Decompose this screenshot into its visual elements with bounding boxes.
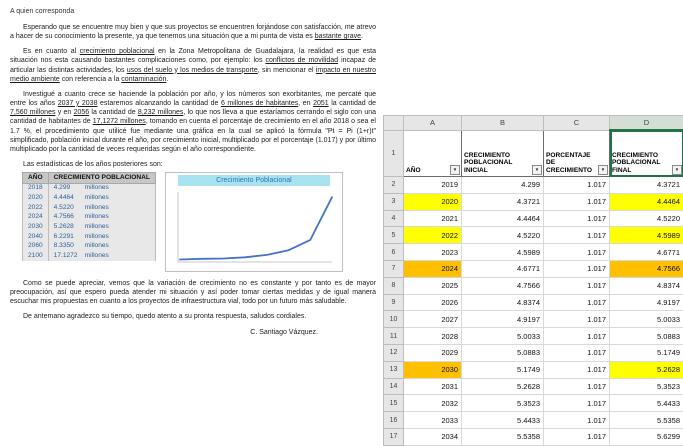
doc-year-cell: 2024 — [23, 213, 49, 223]
cell-a1-ano-header[interactable] — [404, 130, 462, 177]
sheet-row — [384, 412, 683, 429]
doc-year-cell: 2030 — [23, 222, 49, 232]
row-header-11[interactable]: 11 — [384, 328, 404, 345]
sheet-row — [384, 344, 683, 361]
doc-table-row — [23, 193, 156, 203]
row-header-15[interactable]: 15 — [384, 395, 404, 412]
doc-table-row — [23, 213, 156, 223]
filter-dropdown-icon[interactable]: ▼ — [532, 165, 542, 175]
cell-pct-2033[interactable]: 1.017 — [544, 412, 610, 429]
cell-year-2021[interactable]: 2021 — [404, 210, 462, 227]
cell-pct-2031[interactable]: 1.017 — [544, 378, 610, 395]
doc-year-cell: 2100 — [23, 252, 49, 262]
cell-inicial-2020[interactable]: 4.3721 — [462, 193, 544, 210]
row-header-1[interactable]: 1 — [384, 130, 404, 177]
cell-final-2026[interactable]: 4.9197 — [610, 294, 683, 311]
cell-pct-2020[interactable]: 1.017 — [544, 193, 610, 210]
doc-table-row — [23, 222, 156, 232]
cell-inicial-2025[interactable]: 4.7566 — [462, 277, 544, 294]
cell-year-2033[interactable]: 2033 — [404, 412, 462, 429]
sheet-row — [384, 361, 683, 378]
filter-dropdown-icon[interactable]: ▼ — [450, 165, 460, 175]
header-label-final: CRECIMIENTO POBLACIONAL FINAL — [612, 152, 660, 174]
cell-pct-2028[interactable]: 1.017 — [544, 328, 610, 345]
doc-table-row — [23, 242, 156, 252]
row-header-2[interactable]: 2 — [384, 177, 404, 194]
cell-year-2029[interactable]: 2029 — [404, 344, 462, 361]
spreadsheet — [383, 115, 683, 446]
cell-year-2031[interactable]: 2031 — [404, 378, 462, 395]
chart-line-series — [180, 197, 332, 259]
row-header-8[interactable]: 8 — [384, 277, 404, 294]
select-all-corner[interactable] — [384, 116, 404, 131]
cell-final-2021[interactable]: 4.5220 — [610, 210, 683, 227]
doc-table-row — [23, 183, 156, 193]
cell-year-2034[interactable]: 2034 — [404, 428, 462, 445]
cell-pct-2027[interactable]: 1.017 — [544, 311, 610, 328]
cell-c1-porcentaje-header[interactable] — [544, 130, 610, 177]
cell-pct-2034[interactable]: 1.017 — [544, 428, 610, 445]
header-label-ano: AÑO — [406, 167, 421, 174]
doc-stats-table — [22, 172, 156, 261]
doc-table-row — [23, 203, 156, 213]
line-chart-canvas — [168, 188, 338, 268]
population-chart — [165, 172, 343, 272]
cell-year-2030[interactable]: 2030 — [404, 361, 462, 378]
cell-final-2024[interactable]: 4.7566 — [610, 260, 683, 277]
cell-pct-2030[interactable]: 1.017 — [544, 361, 610, 378]
cell-pct-2021[interactable]: 1.017 — [544, 210, 610, 227]
cell-inicial-2026[interactable]: 4.8374 — [462, 294, 544, 311]
cell-final-2030[interactable]: 5.2628 — [610, 361, 683, 378]
sheet-row — [384, 428, 683, 445]
doc-year-cell: 2018 — [23, 183, 49, 193]
row-header-12[interactable]: 12 — [384, 344, 404, 361]
row-header-16[interactable]: 16 — [384, 412, 404, 429]
cell-final-2019[interactable]: 4.3721 — [610, 177, 683, 194]
sheet-row — [384, 244, 683, 261]
cell-inicial-2032[interactable]: 5.3523 — [462, 395, 544, 412]
cell-pct-2032[interactable]: 1.017 — [544, 395, 610, 412]
sheet-row — [384, 294, 683, 311]
cell-pct-2025[interactable]: 1.017 — [544, 277, 610, 294]
cell-pct-2029[interactable]: 1.017 — [544, 344, 610, 361]
cell-inicial-2023[interactable]: 4.5989 — [462, 244, 544, 261]
cell-inicial-2022[interactable]: 4.5220 — [462, 227, 544, 244]
cell-b1-inicial-header[interactable] — [462, 130, 544, 177]
column-header-c[interactable]: C — [544, 116, 610, 131]
sheet-row — [384, 311, 683, 328]
column-header-d[interactable]: D — [610, 116, 683, 131]
doc-table-header-row — [23, 173, 156, 184]
sheet-row — [384, 328, 683, 345]
row-header-10[interactable]: 10 — [384, 311, 404, 328]
doc-table-row — [23, 252, 156, 262]
sheet-row — [384, 210, 683, 227]
cell-final-2029[interactable]: 5.1749 — [610, 344, 683, 361]
spreadsheet-grid — [383, 115, 683, 446]
cell-year-2025[interactable]: 2025 — [404, 277, 462, 294]
cell-pct-2022[interactable]: 1.017 — [544, 227, 610, 244]
doc-year-cell: 2040 — [23, 232, 49, 242]
cell-year-2032[interactable]: 2032 — [404, 395, 462, 412]
cell-d1-final-header[interactable] — [610, 130, 683, 177]
cell-pct-2019[interactable]: 1.017 — [544, 177, 610, 194]
row-header-4[interactable]: 4 — [384, 210, 404, 227]
sheet-row — [384, 395, 683, 412]
cell-final-2031[interactable]: 5.3523 — [610, 378, 683, 395]
doc-table-body — [23, 183, 156, 261]
sheet-row — [384, 378, 683, 395]
doc-value-cell: 6.2291 millones — [48, 232, 155, 242]
doc-table-row — [23, 232, 156, 242]
cell-inicial-2033[interactable]: 5.4433 — [462, 412, 544, 429]
cell-inicial-2021[interactable]: 4.4464 — [462, 210, 544, 227]
row-header-6[interactable]: 6 — [384, 244, 404, 261]
letter-paragraph-2: Es en cuanto al crecimiento poblacional en la Zona Metropolitana de Guadalajara, la realidad es que esta situación nos esta causando bastantes complicaciones como, por ejemplo: los conflictos de movilidad incapaz de articular las distintas actividades, los usos del suelo y los medios de transporte, sin mencionar el impacto en nuestro medio ambiente con referencia a la contaminación. — [10, 47, 376, 84]
cell-inicial-2031[interactable]: 5.2628 — [462, 378, 544, 395]
sheet-row — [384, 277, 683, 294]
sheet-row — [384, 260, 683, 277]
row-header-9[interactable]: 9 — [384, 294, 404, 311]
doc-value-cell: 4.299 millones — [48, 183, 155, 193]
sheet-header-row — [384, 130, 683, 177]
sheet-row — [384, 193, 683, 210]
sheet-row — [384, 177, 683, 194]
cell-final-2027[interactable]: 5.0033 — [610, 311, 683, 328]
stats-intro-line: Las estadísticas de los años posteriores son: — [10, 160, 376, 169]
doc-value-cell: 4.7566 millones — [48, 213, 155, 223]
doc-value-cell: 5.2628 millones — [48, 222, 155, 232]
sheet-row — [384, 227, 683, 244]
row-header-13[interactable]: 13 — [384, 361, 404, 378]
doc-year-cell: 2060 — [23, 242, 49, 252]
cell-year-2027[interactable]: 2027 — [404, 311, 462, 328]
signature: C. Santiago Vázquez. — [10, 328, 376, 337]
chart-title: Crecimiento Poblacional — [178, 175, 330, 186]
cell-final-2020[interactable]: 4.4464 — [610, 193, 683, 210]
cell-inicial-2024[interactable]: 4.6771 — [462, 260, 544, 277]
doc-year-cell: 2020 — [23, 193, 49, 203]
sheet-body — [384, 177, 683, 446]
doc-value-cell: 17.1272 millones — [48, 252, 155, 262]
cell-inicial-2030[interactable]: 5.1749 — [462, 361, 544, 378]
row-header-3[interactable]: 3 — [384, 193, 404, 210]
column-header-b[interactable]: B — [462, 116, 544, 131]
cell-final-2034[interactable]: 5.6299 — [610, 428, 683, 445]
cell-final-2025[interactable]: 4.8374 — [610, 277, 683, 294]
doc-col-year: AÑO — [23, 173, 49, 184]
cell-year-2022[interactable]: 2022 — [404, 227, 462, 244]
letter-paragraph-3: Investigué a cuanto crece se haciende la población por año, y los números son exorbitantes, me percaté que entre los años 2037 y 2038 estaremos alcanzando la cantidad de 6 millones de habitantes, en 2051 la cantidad de 7,560 millones y en 2056 la cantidad de 8,232 millones, lo que nos lleva a que estaríamos cerrando el siglo con una cantidad de habitantes de 17,1272 millones, tomando en cuenta el porcentaje de crecimiento en el año 2018 o sea el 1.7 %, el procedimiento que utilicé fue mediante una gráfica en la cual se aplicó la fórmula "Pt = Pi (1+r)t" simplificado, población inicial durante el año, por crecimiento inicial, multiplicado por el porcentaje (1.017) y por último multiplicado por la cantidad de veces requeridas según el año correspondiente. — [10, 90, 376, 155]
cell-inicial-2029[interactable]: 5.0883 — [462, 344, 544, 361]
filter-dropdown-icon[interactable]: ▼ — [672, 165, 682, 175]
cell-pct-2023[interactable]: 1.017 — [544, 244, 610, 261]
header-label-inicial: CRECIMIENTO POBLACIONAL INICIAL — [464, 152, 512, 174]
row-header-17[interactable]: 17 — [384, 428, 404, 445]
cell-year-2020[interactable]: 2020 — [404, 193, 462, 210]
letter-document — [10, 7, 376, 343]
doc-value-cell: 4.5220 millones — [48, 203, 155, 213]
letter-paragraph-5: De antemano agradezco su tiempo, quedo atento a su pronta respuesta, saludos cordiales. — [10, 312, 376, 321]
cell-final-2022[interactable]: 4.5989 — [610, 227, 683, 244]
cell-final-2028[interactable]: 5.0883 — [610, 328, 683, 345]
doc-value-cell: 8.3350 millones — [48, 242, 155, 252]
cell-year-2023[interactable]: 2023 — [404, 244, 462, 261]
header-label-porcentaje: PORCENTAJE DE CRECIMIENTO — [546, 152, 592, 174]
cell-year-2024[interactable]: 2024 — [404, 260, 462, 277]
letter-paragraph-1: Esperando que se encuentre muy bien y que sus proyectos se encuentren forjándose con satisfacción, me atrevo a hacer de su conocimiento la presente, ya que tenemos una situación que a mi punta de vista es bastante grave. — [10, 23, 376, 41]
row-header-14[interactable]: 14 — [384, 378, 404, 395]
cell-inicial-2027[interactable]: 4.9197 — [462, 311, 544, 328]
doc-value-cell: 4.4464 millones — [48, 193, 155, 203]
doc-col-value: CRECIMIENTO POBLACIONAL — [48, 173, 155, 184]
column-letters-row — [384, 116, 683, 131]
cell-final-2033[interactable]: 5.5358 — [610, 412, 683, 429]
doc-year-cell: 2022 — [23, 203, 49, 213]
column-header-a[interactable]: A — [404, 116, 462, 131]
letter-salutation: A quien corresponda — [10, 7, 376, 16]
cell-year-2026[interactable]: 2026 — [404, 294, 462, 311]
cell-inicial-2028[interactable]: 5.0033 — [462, 328, 544, 345]
row-header-7[interactable]: 7 — [384, 260, 404, 277]
letter-paragraph-4: Como se puede apreciar, vemos que la variación de crecimiento no es constante y por tanto es de mayor preocupación, así que espero pueda atender mi situación y así poder tomar ciertas medidas y de igual manera escuchar mis propuestas en cuanto a los proyectos de infraestructura vial, todo por un futuro más saludable. — [10, 279, 376, 307]
cell-year-2028[interactable]: 2028 — [404, 328, 462, 345]
cell-inicial-2019[interactable]: 4.299 — [462, 177, 544, 194]
cell-pct-2024[interactable]: 1.017 — [544, 260, 610, 277]
cell-year-2019[interactable]: 2019 — [404, 177, 462, 194]
stats-section — [22, 172, 376, 272]
cell-final-2023[interactable]: 4.6771 — [610, 244, 683, 261]
cell-final-2032[interactable]: 5.4433 — [610, 395, 683, 412]
cell-pct-2026[interactable]: 1.017 — [544, 294, 610, 311]
cell-inicial-2034[interactable]: 5.5358 — [462, 428, 544, 445]
filter-dropdown-icon[interactable]: ▼ — [598, 165, 608, 175]
row-header-5[interactable]: 5 — [384, 227, 404, 244]
